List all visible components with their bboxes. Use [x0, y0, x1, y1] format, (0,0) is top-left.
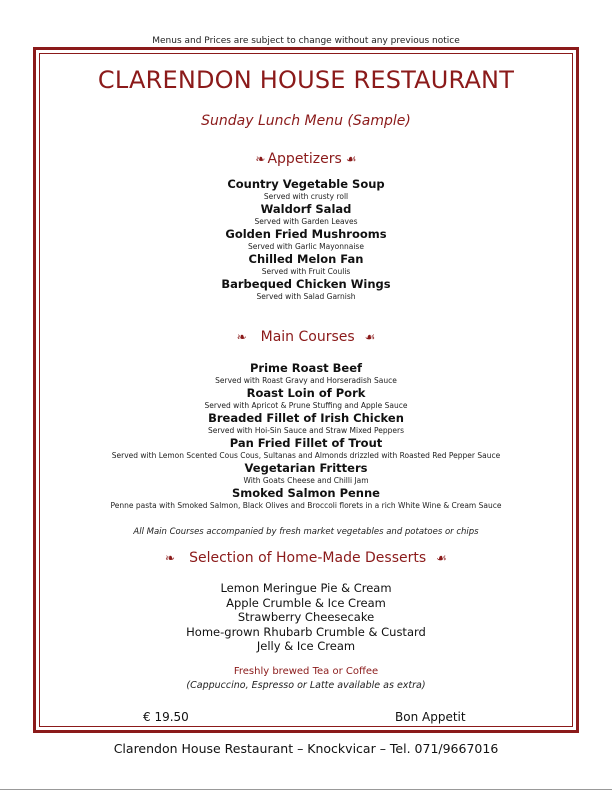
list-item: [0, 486, 612, 511]
restaurant-title: CLARENDON HOUSE RESTAURANT: [97, 66, 515, 94]
dish-description: Served with Garden Leaves: [254, 217, 358, 226]
list-item: [0, 277, 612, 302]
list-item: [0, 177, 612, 202]
mains-list: [0, 361, 612, 511]
dish-name: Prime Roast Beef: [249, 361, 363, 375]
dish-description: Served with Lemon Scented Cous Cous, Sultanas and Almonds drizzled with Roasted Red Pepper Sauce: [111, 451, 501, 460]
section-heading-mains: [0, 329, 612, 345]
dish-name: Pan Fried Fillet of Trout: [229, 436, 383, 450]
tea-coffee-note: (Cappuccino, Espresso or Latte available as extra): [186, 680, 426, 691]
list-item: [0, 227, 612, 252]
dish-description: Served with Roast Gravy and Horseradish Sauce: [215, 376, 397, 385]
dish-name: Barbequed Chicken Wings: [221, 277, 391, 291]
dish-description: Served with Apricot & Prune Stuffing and Apple Sauce: [204, 401, 408, 410]
dish-name: Golden Fried Mushrooms: [225, 227, 387, 241]
bon-appetit: Bon Appetit: [395, 710, 466, 724]
price-notice: Menus and Prices are subject to change without any previous notice: [152, 36, 460, 46]
fleuron-left-icon: ❧: [165, 551, 176, 565]
menu-subtitle: Sunday Lunch Menu (Sample): [201, 113, 411, 129]
mains-accompaniment-note: All Main Courses accompanied by fresh market vegetables and potatoes or chips: [133, 527, 479, 537]
dish-name: Waldorf Salad: [260, 202, 352, 216]
section-heading-desserts: [0, 550, 612, 566]
list-item: [0, 252, 612, 277]
appetizers-list: [0, 177, 612, 302]
mains-heading-text: Main Courses: [260, 329, 355, 345]
list-item: [0, 386, 612, 411]
dish-name: Country Vegetable Soup: [227, 177, 385, 191]
fleuron-right-icon: ☙: [436, 551, 447, 565]
menu-price: € 19.50: [143, 710, 189, 724]
section-heading-appetizers: [0, 151, 612, 167]
dish-name: Breaded Fillet of Irish Chicken: [208, 411, 404, 425]
desserts-list: [0, 581, 612, 654]
list-item: Home-grown Rhubarb Crumble & Custard: [186, 624, 426, 639]
list-item: [0, 202, 612, 227]
dish-name: Smoked Salmon Penne: [231, 486, 380, 500]
list-item: Apple Crumble & Ice Cream: [226, 595, 386, 610]
page-bottom-divider: [0, 789, 612, 790]
list-item: [0, 461, 612, 486]
list-item: Jelly & Ice Cream: [256, 639, 356, 653]
list-item: Strawberry Cheesecake: [237, 610, 375, 624]
dish-description: Served with crusty roll: [263, 192, 349, 201]
list-item: [0, 411, 612, 436]
dish-name: Vegetarian Fritters: [244, 461, 368, 475]
list-item: [0, 436, 612, 461]
dish-name: Chilled Melon Fan: [248, 252, 364, 266]
list-item: [0, 361, 612, 386]
list-item: Lemon Meringue Pie & Cream: [220, 581, 392, 595]
dish-description: With Goats Cheese and Chilli Jam: [243, 476, 369, 485]
dish-description: Served with Salad Garnish: [256, 292, 356, 301]
fleuron-right-icon: ☙: [345, 152, 357, 166]
desserts-heading-text: Selection of Home-Made Desserts: [189, 550, 427, 566]
dish-description: Served with Garlic Mayonnaise: [248, 242, 364, 251]
tea-coffee-line: Freshly brewed Tea or Coffee: [233, 666, 379, 677]
dish-description: Served with Fruit Coulis: [261, 267, 351, 276]
appetizers-heading-text: Appetizers: [267, 151, 342, 167]
fleuron-left-icon: ❧: [236, 330, 247, 344]
dish-name: Roast Loin of Pork: [246, 386, 366, 400]
dish-description: Served with Hoi-Sin Sauce and Straw Mixed Peppers: [207, 426, 405, 435]
fleuron-right-icon: ☙: [364, 330, 376, 344]
fleuron-left-icon: ❧: [255, 152, 266, 166]
footer-contact: Clarendon House Restaurant – Knockvicar – Tel. 071/9667016: [113, 741, 499, 756]
dish-description: Penne pasta with Smoked Salmon, Black Olives and Broccoli florets in a rich White Wine & Cream Sauce: [110, 501, 502, 510]
